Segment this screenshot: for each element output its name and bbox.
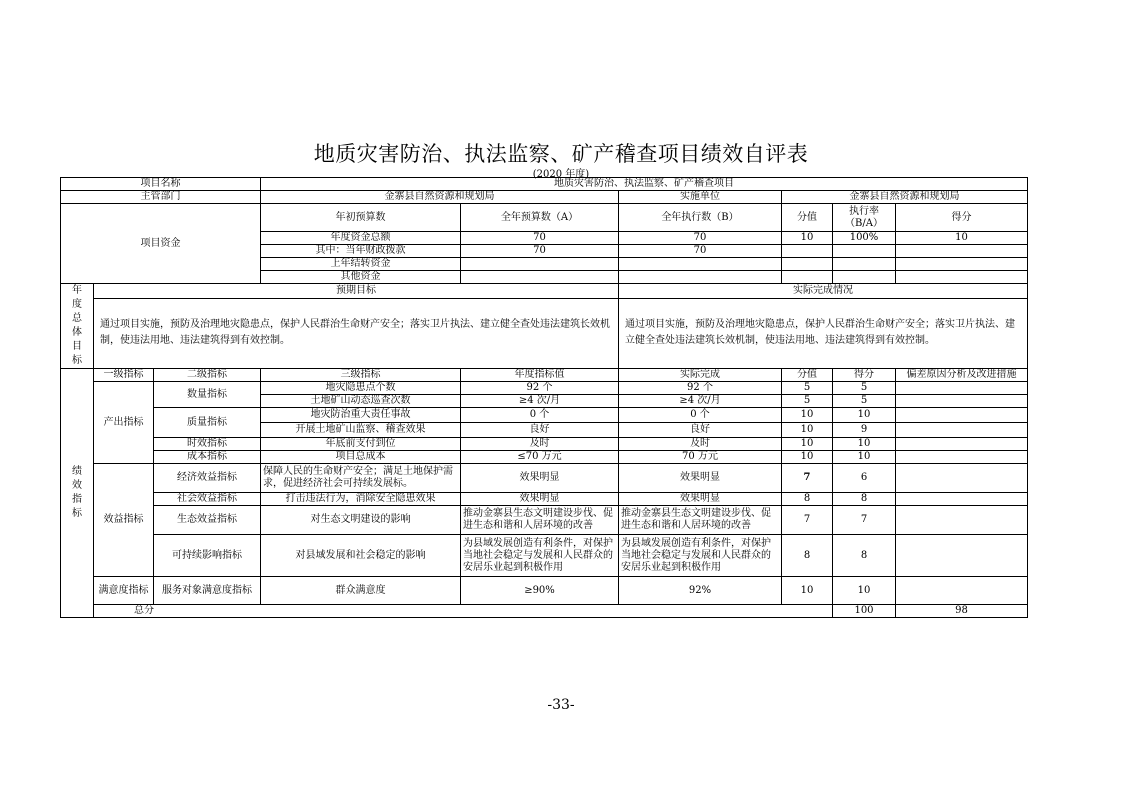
funds-header-initial: 年初预算数 — [261, 204, 461, 232]
target-value: ≥4 次/月 — [461, 395, 619, 408]
l3-indicator: 开展土地矿山监察、稽查效果 — [261, 423, 461, 438]
total-score-value: 100 — [833, 605, 896, 618]
l3-indicator: 地灾隐患点个数 — [261, 382, 461, 395]
actual-value: 效果明显 — [619, 493, 782, 506]
score-value: 10 — [782, 577, 833, 605]
score-value: 10 — [782, 423, 833, 438]
quality-indicator-label: 质量指标 — [154, 408, 261, 438]
total-label: 总分 — [94, 605, 833, 618]
target-value: 为县域发展创造有利条件，对保护当地社会稳定与发展和人民群众的安居乐业起到积极作用 — [461, 535, 619, 577]
l3-indicator: 年底前支付到位 — [261, 438, 461, 451]
score: 5 — [833, 395, 896, 408]
goals-expected-header: 预期目标 — [94, 284, 619, 299]
table-row — [61, 535, 1028, 577]
l3-indicator: 对生态文明建设的影响 — [261, 506, 461, 535]
score: 10 — [833, 408, 896, 423]
target-value: 良好 — [461, 423, 619, 438]
target-value: 推动金寨县生态文明建设步伐、促进生态和谐和人居环境的改善 — [461, 506, 619, 535]
quantity-indicator-label: 数量指标 — [154, 382, 261, 408]
analysis — [896, 577, 1028, 605]
analysis — [896, 408, 1028, 423]
l3-indicator: 群众满意度 — [261, 577, 461, 605]
cost-indicator-label: 成本指标 — [154, 451, 261, 464]
analysis — [896, 464, 1028, 493]
actual-value: 为县域发展创造有利条件，对保护当地社会稳定与发展和人民群众的安居乐业起到积极作用 — [619, 535, 782, 577]
score: 8 — [833, 493, 896, 506]
funds-score-value: 10 — [782, 232, 833, 245]
funds-executed: 70 — [619, 232, 782, 245]
actual-value: 92 个 — [619, 382, 782, 395]
score: 10 — [833, 438, 896, 451]
funds-header-rate: 执行率（B/A） — [833, 204, 896, 232]
social-indicator-label: 社会效益指标 — [154, 493, 261, 506]
perf-header-l1: 一级指标 — [94, 369, 154, 382]
actual-value: 70 万元 — [619, 451, 782, 464]
score: 6 — [833, 464, 896, 493]
funds-executed — [619, 258, 782, 271]
score-value: 10 — [782, 438, 833, 451]
actual-value: 效果明显 — [619, 464, 782, 493]
funds-budget: 70 — [461, 232, 619, 245]
funds-label: 项目资金 — [61, 204, 261, 284]
project-name-label: 项目名称 — [61, 178, 261, 191]
score-value: 10 — [782, 451, 833, 464]
target-value: 及时 — [461, 438, 619, 451]
score: 8 — [833, 535, 896, 577]
funds-header-budget: 全年预算数（A） — [461, 204, 619, 232]
funds-header-executed: 全年执行数（B） — [619, 204, 782, 232]
project-name-value: 地质灾害防治、执法监察、矿产稽查项目 — [261, 178, 1028, 191]
score-value: 10 — [782, 408, 833, 423]
document-title: 地质灾害防治、执法监察、矿产稽查项目绩效自评表 — [313, 142, 809, 166]
score: 5 — [833, 382, 896, 395]
score: 9 — [833, 423, 896, 438]
score-value: 5 — [782, 395, 833, 408]
l3-indicator: 对县域发展和社会稳定的影响 — [261, 535, 461, 577]
score: 10 — [833, 577, 896, 605]
target-value: 92 个 — [461, 382, 619, 395]
goals-actual-text: 通过项目实施，预防及治理地灾隐患点，保护人民群治生命财产安全；落实卫片执法、建立健全查处违法建筑长效机制，使违法用地、违法建筑得到有效控制。 — [619, 298, 1028, 368]
funds-header-score: 得分 — [896, 204, 1028, 232]
funds-score-value — [782, 258, 833, 271]
funds-row-label: 年度资金总额 — [261, 232, 461, 245]
score: 7 — [833, 506, 896, 535]
funds-rate — [833, 245, 896, 258]
l3-indicator: 打击违法行为，消除安全隐患效果 — [261, 493, 461, 506]
funds-row-label: 其中：当年财政拨款 — [261, 245, 461, 258]
analysis — [896, 423, 1028, 438]
time-indicator-label: 时效指标 — [154, 438, 261, 451]
table-row — [61, 464, 1028, 493]
perf-header-target: 年度指标值 — [461, 369, 619, 382]
score-value: 7 — [782, 506, 833, 535]
impl-label: 实施单位 — [619, 191, 782, 204]
score-value: 8 — [782, 493, 833, 506]
funds-rate — [833, 258, 896, 271]
actual-value: 推动金寨县生态文明建设步伐、促进生态和谐和人居环境的改善 — [619, 506, 782, 535]
actual-value: 良好 — [619, 423, 782, 438]
target-value: ≥90% — [461, 577, 619, 605]
impl-value: 金寨县自然资源和规划局 — [782, 191, 1028, 204]
goals-actual-header: 实际完成情况 — [619, 284, 1028, 299]
funds-budget — [461, 258, 619, 271]
satisfaction-indicator-label: 满意度指标 — [94, 577, 154, 605]
funds-budget — [461, 271, 619, 284]
perf-header-analysis: 偏差原因分析及改进措施 — [896, 369, 1028, 382]
analysis — [896, 395, 1028, 408]
page-number: -33- — [547, 697, 575, 713]
sustain-indicator-label: 可持续影响指标 — [154, 535, 261, 577]
perf-header-l2: 二级指标 — [154, 369, 261, 382]
table-row — [61, 438, 1028, 451]
score-value: 7 — [782, 464, 833, 493]
analysis — [896, 535, 1028, 577]
table-row — [61, 451, 1028, 464]
table-row — [61, 506, 1028, 535]
perf-header-score: 得分 — [833, 369, 896, 382]
score-value: 8 — [782, 535, 833, 577]
funds-rate — [833, 271, 896, 284]
funds-score — [896, 271, 1028, 284]
funds-score — [896, 258, 1028, 271]
funds-score — [896, 245, 1028, 258]
actual-value: ≥4 次/月 — [619, 395, 782, 408]
eco-indicator-label: 生态效益指标 — [154, 506, 261, 535]
actual-value: 0 个 — [619, 408, 782, 423]
table-row — [61, 382, 1028, 395]
dept-label: 主管部门 — [61, 191, 261, 204]
funds-executed — [619, 271, 782, 284]
funds-rate: 100% — [833, 232, 896, 245]
goals-expected-text: 通过项目实施，预防及治理地灾隐患点，保护人民群治生命财产安全；落实卫片执法、建立健全查处违法建筑长效机制，使违法用地、违法建筑得到有效控制。 — [94, 298, 619, 368]
score-value: 5 — [782, 382, 833, 395]
target-value: 效果明显 — [461, 493, 619, 506]
table-row — [61, 408, 1028, 423]
funds-score-value — [782, 271, 833, 284]
analysis — [896, 493, 1028, 506]
target-value: 效果明显 — [461, 464, 619, 493]
perf-header-actual: 实际完成 — [619, 369, 782, 382]
dept-value: 金寨县自然资源和规划局 — [261, 191, 619, 204]
service-indicator-label: 服务对象满意度指标 — [154, 577, 261, 605]
actual-value: 及时 — [619, 438, 782, 451]
l3-indicator: 保障人民的生命财产安全；满足土地保护需求，促进经济社会可持续发展标。 — [261, 464, 461, 493]
economic-indicator-label: 经济效益指标 — [154, 464, 261, 493]
analysis — [896, 506, 1028, 535]
actual-value: 92% — [619, 577, 782, 605]
document-year: (2020 年度) — [532, 169, 590, 180]
funds-score: 10 — [896, 232, 1028, 245]
analysis — [896, 438, 1028, 451]
self-evaluation-table — [60, 177, 1028, 618]
funds-row-label: 上年结转资金 — [261, 258, 461, 271]
funds-header-score-value: 分值 — [782, 204, 833, 232]
output-indicator-label: 产出指标 — [94, 382, 154, 464]
score: 10 — [833, 451, 896, 464]
goals-label: 年 度 总 体 目 标 — [61, 284, 94, 369]
effect-indicator-label: 效益指标 — [94, 464, 154, 577]
perf-label: 绩 效 指 标 — [61, 369, 94, 618]
funds-row-label: 其他资金 — [261, 271, 461, 284]
perf-header-l3: 三级指标 — [261, 369, 461, 382]
funds-score-value — [782, 245, 833, 258]
analysis — [896, 451, 1028, 464]
target-value: 0 个 — [461, 408, 619, 423]
l3-indicator: 地灾防治重大责任事故 — [261, 408, 461, 423]
target-value: ≤70 万元 — [461, 451, 619, 464]
perf-header-score-value: 分值 — [782, 369, 833, 382]
funds-budget: 70 — [461, 245, 619, 258]
analysis — [896, 382, 1028, 395]
table-row — [61, 577, 1028, 605]
table-row — [61, 493, 1028, 506]
total-score: 98 — [896, 605, 1028, 618]
l3-indicator: 项目总成本 — [261, 451, 461, 464]
funds-executed: 70 — [619, 245, 782, 258]
l3-indicator: 土地矿山动态巡查次数 — [261, 395, 461, 408]
